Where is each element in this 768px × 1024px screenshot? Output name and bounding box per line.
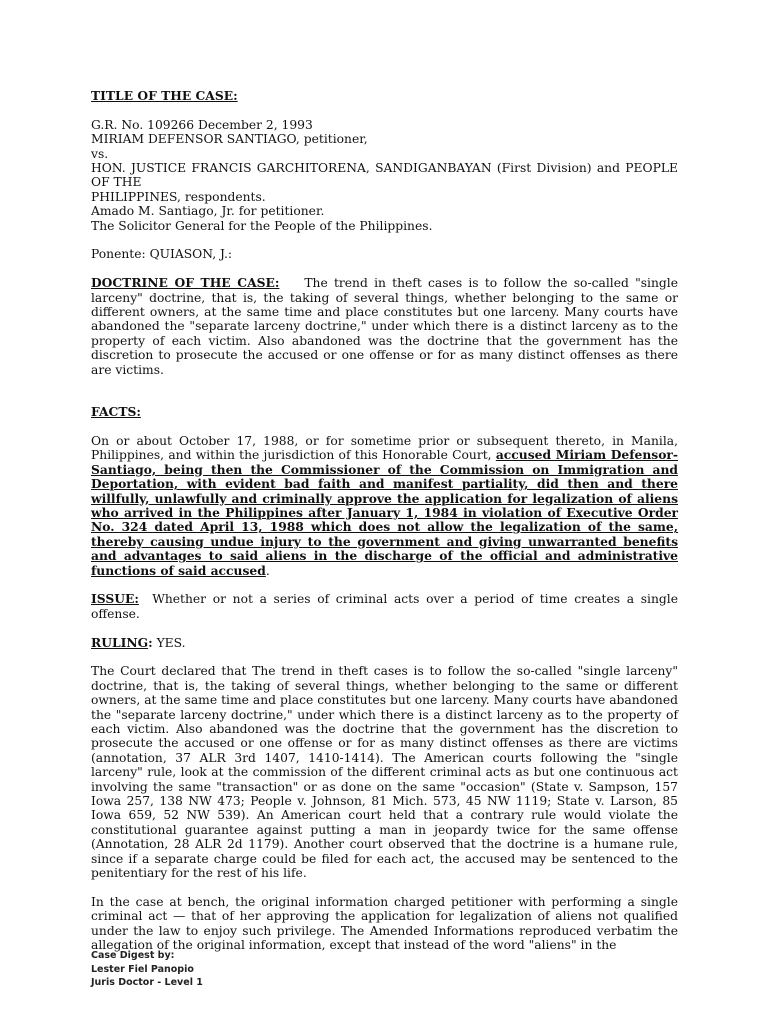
ponente: Ponente: QUIASON, J.: (91, 247, 233, 262)
doctrine-paragraph (91, 276, 678, 377)
facts-paragraph (91, 434, 678, 578)
footer-digest-by: Case Digest by: (91, 950, 175, 961)
gr-number: G.R. No. 109266 December 2, 1993 (91, 117, 313, 132)
title-heading: TITLE OF THE CASE: (91, 88, 238, 103)
facts-emphasis: accused Miriam Defensor-Santiago, being then the Commissioner of the Commission on Immigration and Deportation, with evident bad faith and manifest partiality, did then and there willfully, unlawfully and criminally approve the application for legalization of aliens who arrived in the Philippines after January 1, 1984 in violation of Executive Order No. 324 dated April 13, 1988 which does not allow the legalization of the same, thereby causing undue injury to the government and giving unwarranted benefits and advantages to said aliens in the discharge of the official and administrative functions of said accused (91, 447, 678, 578)
versus: vs. (91, 146, 109, 161)
ruling-paragraph-1: The Court declared that The trend in theft cases is to follow the so-called "single larceny" doctrine, that is, the taking of several things, whether belonging to the same or different owners, at the same time and place constitutes but one larceny. Many courts have abandoned the "separate larceny doctrine," under which there is a distinct larceny as to the property of each victim. Also abandoned was the doctrine that the government has the discretion to prosecute the accused or one offense or for as many distinct offenses as there are victims (annotation, 37 ALR 3rd 1407, 1410-1414). The American courts following the "single larceny" rule, look at the commission of the different criminal acts as but one continuous act involving the same "transaction" or as done on the same "occasion" (State v. Sampson, 157 Iowa 257, 138 NW 473; People v. Johnson, 81 Mich. 573, 45 NW 1119; State v. Larson, 85 Iowa 659, 52 NW 539). An American court held that a contrary rule would violate the constitutional guarantee against putting a man in jeopardy twice for the same offense (Annotation, 28 ALR 2d 1179). Another court observed that the doctrine is a humane rule, since if a separate charge could be filed for each act, the accused may be sentenced to the penitentiary for the rest of his life. (91, 664, 678, 881)
petitioner: MIRIAM DEFENSOR SANTIAGO, petitioner, (91, 132, 368, 147)
case-title-block (91, 118, 678, 233)
ruling-colon: : (148, 634, 153, 650)
doctrine-label: DOCTRINE OF THE CASE: (91, 275, 280, 291)
facts-intro: On or about October 17, 1988, or for sometime prior or subsequent thereto, in Manila, Philippines, and within the jurisdiction of this Honorable Court, (91, 433, 678, 463)
counsel-people: The Solicitor General for the People of the Philippines. (91, 218, 433, 233)
digest-footer (91, 949, 203, 990)
ruling-answer: YES. (156, 635, 186, 650)
doctrine-text: The trend in theft cases is to follow the so-called "single larceny" doctrine, that is, the taking of several things, whether belonging to the same or different owners, at the same time and place constitutes but one larceny. Many courts have abandoned the "separate larceny doctrine," under which there is a distinct larceny as to the property of each victim. Also abandoned was the doctrine that the government has the discretion to prosecute the accused or one offense or for as many distinct offenses as there are victims. (91, 276, 678, 377)
footer-level: Juris Doctor - Level 1 (91, 977, 203, 988)
footer-author: Lester Fiel Panopio (91, 963, 194, 975)
ruling-line (91, 636, 678, 650)
document-body (91, 89, 678, 952)
respondents-line-1: HON. JUSTICE FRANCIS GARCHITORENA, SANDIGANBAYAN (First Division) and PEOPLE OF THE (91, 161, 678, 190)
facts-heading: FACTS: (91, 404, 141, 420)
issue-label: ISSUE: (91, 591, 139, 607)
ruling-paragraph-2: In the case at bench, the original information charged petitioner with performing a single criminal act — that of her approving the application for legalization of aliens not qualified under the law to enjoy such privilege. The Amended Informations reproduced verbatim the allegation of the original information, except that instead of the word "aliens" in the (91, 894, 678, 953)
issue-paragraph (91, 592, 678, 621)
issue-text: Whether or not a series of criminal acts over a period of time creates a single offense. (91, 592, 678, 621)
ruling-label: RULING (91, 634, 149, 650)
counsel-petitioner: Amado M. Santiago, Jr. for petitioner. (91, 204, 325, 219)
facts-end: . (265, 563, 270, 578)
respondents-line-2: PHILIPPINES, respondents. (91, 189, 266, 204)
